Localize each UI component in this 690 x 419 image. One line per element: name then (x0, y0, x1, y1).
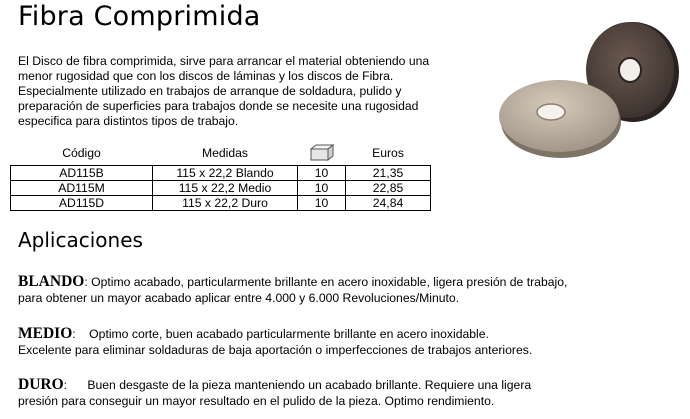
col-header-qty (298, 140, 346, 166)
application-term: BLANDO (18, 273, 85, 290)
price-table (10, 140, 431, 211)
col-header-code: Código (62, 145, 101, 160)
cell-measures: 115 x 22,2 Blando (153, 166, 298, 181)
table-row (11, 196, 431, 211)
cell-code: AD115B (11, 166, 153, 181)
application-line-2: Excelente para eliminar soldaduras de baja aportación o imperfecciones de trabajos anteriores. (18, 343, 533, 357)
application-term: DURO (18, 376, 64, 393)
cell-price: 22,85 (346, 181, 431, 196)
cell-code: AD115D (11, 196, 153, 211)
cell-price: 21,35 (346, 166, 431, 181)
application-line-2: para obtener un mayor acabado aplicar entre 4.000 y 6.000 Revoluciones/Minuto. (18, 291, 460, 305)
cell-price: 24,84 (346, 196, 431, 211)
application-item-blando (18, 274, 678, 306)
page-title: Fibra Comprimida (18, 1, 261, 32)
product-photo (499, 10, 680, 161)
col-header-measures: Medidas (201, 145, 249, 160)
cell-qty: 10 (298, 166, 346, 181)
application-line-1: : Optimo acabado, particularmente brillante en acero inoxidable, ligera presión de trabajo, (84, 275, 568, 289)
application-line-2: presión para conseguir un mayor resultado en el pulido de la pieza. Optimo rendimiento. (18, 394, 495, 408)
application-line-1: : Buen desgaste de la pieza manteniendo un acabado brillante. Requiere una ligera (63, 378, 532, 392)
table-row (11, 166, 431, 181)
box-icon (309, 144, 335, 161)
cell-qty: 10 (298, 196, 346, 211)
table-row (11, 181, 431, 196)
cell-code: AD115M (11, 181, 153, 196)
application-term: MEDIO (18, 325, 73, 342)
col-header-price: Euros (372, 145, 404, 160)
table-header-row (11, 140, 431, 166)
cell-measures: 115 x 22,2 Medio (153, 181, 298, 196)
application-item-medio (18, 326, 678, 358)
applications-title: Aplicaciones (18, 228, 143, 252)
application-item-duro (18, 377, 678, 409)
application-line-1: : Optimo corte, buen acabado particularmente brillante en acero inoxidable. (72, 327, 489, 341)
cell-qty: 10 (298, 181, 346, 196)
intro-paragraph: El Disco de fibra comprimida, sirve para arrancar el material obteniendo una menor rugosidad que con los discos de láminas y los discos de Fibra. Especialmente utilizado en trabajos de arranque de soldadura, pulido y preparación de superficies para trabajos donde se necesite una rugosidad especifica para distintos tipos de trabajo. (18, 54, 430, 128)
cell-measures: 115 x 22,2 Duro (153, 196, 298, 211)
